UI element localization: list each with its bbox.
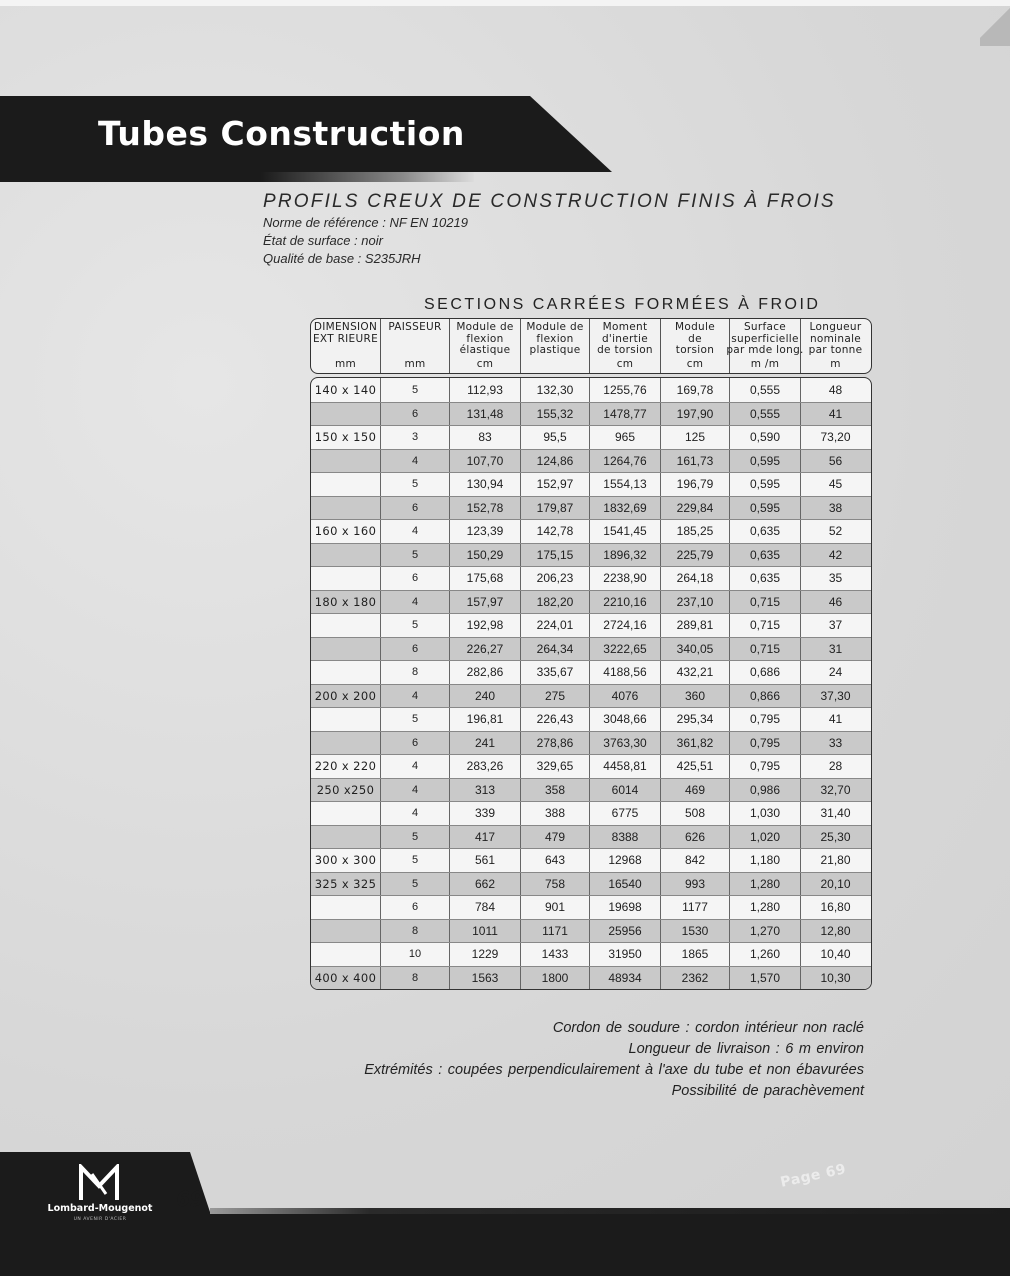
cell-dimension <box>311 826 381 849</box>
header-label: de torsion <box>597 344 653 356</box>
cell-thickness: 6 <box>381 567 450 590</box>
cell-dimension <box>311 497 381 520</box>
notes-block <box>364 1018 864 1102</box>
cell-thickness: 8 <box>381 920 450 943</box>
cell-plastic-modulus: 182,20 <box>521 591 590 614</box>
standard-reference: Norme de référence : NF EN 10219 <box>263 215 468 230</box>
cell-thickness: 8 <box>381 661 450 684</box>
cell-torsion-inertia: 48934 <box>590 967 661 990</box>
cell-nominal-length: 20,10 <box>820 876 851 891</box>
header-unit: mm <box>404 357 426 370</box>
cell-torsion-inertia: 6014 <box>590 779 661 802</box>
table-row <box>311 637 871 661</box>
cell-torsion-modulus: 842 <box>661 849 730 872</box>
cell-surface-area: 0,635 <box>730 544 801 567</box>
cell-thickness: 5 <box>381 378 450 402</box>
cell-dimension <box>311 661 381 684</box>
cell-torsion-modulus: 2362 <box>661 967 730 990</box>
surface-state: État de surface : noir <box>263 233 383 248</box>
cell-plastic-modulus: 175,15 <box>521 544 590 567</box>
cell-thickness: 4 <box>381 685 450 708</box>
cell-dimension <box>311 473 381 496</box>
cell-surface-area: 1,260 <box>730 943 801 966</box>
cell-torsion-modulus: 508 <box>661 802 730 825</box>
cell-plastic-modulus: 329,65 <box>521 755 590 778</box>
table-row <box>311 966 871 990</box>
cell-dimension: 200 x 200 <box>311 685 381 708</box>
cell-plastic-modulus: 264,34 <box>521 638 590 661</box>
cell-plastic-modulus: 132,30 <box>521 378 590 402</box>
cell-torsion-modulus: 289,81 <box>661 614 730 637</box>
cell-surface-area: 1,180 <box>730 849 801 872</box>
header-dimension <box>311 319 381 373</box>
cell-elastic-modulus: 123,39 <box>450 520 521 543</box>
note-length: Longueur de livraison : 6 m environ <box>628 1041 864 1057</box>
cell-torsion-modulus: 197,90 <box>661 403 730 426</box>
table-row <box>311 449 871 473</box>
cell-thickness: 5 <box>381 544 450 567</box>
company-tagline: UN AVENIR D'ACIER <box>73 1217 127 1222</box>
cell-surface-area: 0,795 <box>730 755 801 778</box>
cell-plastic-modulus: 1433 <box>521 943 590 966</box>
cell-nominal-length: 46 <box>828 594 843 609</box>
header-label: DIMENSION <box>313 321 378 333</box>
cell-thickness: 5 <box>381 873 450 896</box>
cell-nominal-length: 73,20 <box>820 430 851 445</box>
cell-nominal-length: 31,40 <box>820 806 851 821</box>
cell-dimension <box>311 920 381 943</box>
cell-surface-area: 0,795 <box>730 708 801 731</box>
cell-plastic-modulus: 388 <box>521 802 590 825</box>
header-label: élastique <box>459 344 511 356</box>
cell-dimension <box>311 896 381 919</box>
table-row <box>311 472 871 496</box>
cell-torsion-modulus: 185,25 <box>661 520 730 543</box>
cell-torsion-modulus: 161,73 <box>661 450 730 473</box>
cell-nominal-length: 37 <box>828 618 843 633</box>
cell-elastic-modulus: 131,48 <box>450 403 521 426</box>
cell-dimension: 150 x 150 <box>311 426 381 449</box>
cell-thickness: 4 <box>381 779 450 802</box>
table-row <box>311 613 871 637</box>
cell-surface-area: 0,555 <box>730 378 801 402</box>
cell-elastic-modulus: 1229 <box>450 943 521 966</box>
cell-dimension: 400 x 400 <box>311 967 381 990</box>
cell-plastic-modulus: 758 <box>521 873 590 896</box>
cell-nominal-length: 28 <box>828 759 843 774</box>
table-row <box>311 754 871 778</box>
cell-surface-area: 0,595 <box>730 450 801 473</box>
cell-torsion-inertia: 3763,30 <box>590 732 661 755</box>
cell-plastic-modulus: 479 <box>521 826 590 849</box>
cell-surface-area: 0,715 <box>730 638 801 661</box>
cell-plastic-modulus: 142,78 <box>521 520 590 543</box>
header-thickness <box>381 319 450 373</box>
cell-elastic-modulus: 112,93 <box>450 378 521 402</box>
cell-torsion-inertia: 2724,16 <box>590 614 661 637</box>
cell-dimension: 325 x 325 <box>311 873 381 896</box>
cell-surface-area: 1,030 <box>730 802 801 825</box>
cell-thickness: 4 <box>381 520 450 543</box>
cell-torsion-modulus: 993 <box>661 873 730 896</box>
footer-stripe <box>210 1208 1010 1214</box>
cell-thickness: 4 <box>381 450 450 473</box>
table-row <box>311 942 871 966</box>
cell-nominal-length: 12,80 <box>820 923 851 938</box>
note-ends: Extrémités : coupées perpendiculairement à l'axe du tube et non ébavurées <box>364 1062 864 1078</box>
header-torsion-inertia <box>590 319 661 373</box>
cell-dimension: 160 x 160 <box>311 520 381 543</box>
table-row <box>311 543 871 567</box>
cell-surface-area: 0,795 <box>730 732 801 755</box>
cell-surface-area: 1,270 <box>730 920 801 943</box>
cell-surface-area: 0,686 <box>730 661 801 684</box>
cell-torsion-modulus: 125 <box>661 426 730 449</box>
cell-torsion-modulus: 295,34 <box>661 708 730 731</box>
cell-plastic-modulus: 179,87 <box>521 497 590 520</box>
table-row <box>311 872 871 896</box>
cell-thickness: 5 <box>381 473 450 496</box>
cell-elastic-modulus: 662 <box>450 873 521 896</box>
cell-nominal-length: 42 <box>828 547 843 562</box>
cell-nominal-length: 35 <box>828 571 843 586</box>
header-nominal-length <box>801 319 870 373</box>
cell-thickness: 8 <box>381 967 450 990</box>
cell-dimension <box>311 638 381 661</box>
cell-elastic-modulus: 226,27 <box>450 638 521 661</box>
header-label: Longueur <box>809 321 862 333</box>
cell-torsion-modulus: 169,78 <box>661 378 730 402</box>
cell-torsion-inertia: 2238,90 <box>590 567 661 590</box>
table-header <box>310 318 872 374</box>
cell-thickness: 10 <box>381 943 450 966</box>
cell-nominal-length: 41 <box>828 406 843 421</box>
cell-surface-area: 0,866 <box>730 685 801 708</box>
cell-thickness: 5 <box>381 849 450 872</box>
cell-elastic-modulus: 175,68 <box>450 567 521 590</box>
header-label: Module de <box>456 321 514 333</box>
cell-nominal-length: 24 <box>828 665 843 680</box>
cell-nominal-length: 48 <box>828 382 843 397</box>
cell-nominal-length: 10,40 <box>820 947 851 962</box>
cell-torsion-inertia: 965 <box>590 426 661 449</box>
cell-torsion-modulus: 264,18 <box>661 567 730 590</box>
header-unit: mm <box>334 357 357 370</box>
header-label: d'inertie <box>601 332 649 345</box>
table-row <box>311 496 871 520</box>
header-label: Module <box>675 321 715 333</box>
page-watermark: Page 69 <box>779 1161 848 1191</box>
table-row <box>311 590 871 614</box>
cell-surface-area: 0,590 <box>730 426 801 449</box>
cell-elastic-modulus: 1011 <box>450 920 521 943</box>
cell-nominal-length: 31 <box>828 641 843 656</box>
cell-torsion-modulus: 1530 <box>661 920 730 943</box>
cell-nominal-length: 21,80 <box>820 853 851 868</box>
cell-elastic-modulus: 313 <box>450 779 521 802</box>
cell-surface-area: 0,635 <box>730 520 801 543</box>
cell-dimension <box>311 567 381 590</box>
cell-elastic-modulus: 107,70 <box>450 450 521 473</box>
header-label: flexion <box>466 332 504 345</box>
cell-plastic-modulus: 95,5 <box>521 426 590 449</box>
cell-thickness: 6 <box>381 732 450 755</box>
cell-dimension: 300 x 300 <box>311 849 381 872</box>
cell-elastic-modulus: 339 <box>450 802 521 825</box>
cell-nominal-length: 41 <box>828 712 843 727</box>
cell-surface-area: 1,280 <box>730 873 801 896</box>
header-unit: cm <box>476 357 494 370</box>
cell-torsion-inertia: 1264,76 <box>590 450 661 473</box>
cell-torsion-inertia: 1255,76 <box>590 378 661 402</box>
cell-torsion-inertia: 1554,13 <box>590 473 661 496</box>
header-label: par mde long. <box>726 344 804 356</box>
cell-torsion-modulus: 237,10 <box>661 591 730 614</box>
cell-torsion-inertia: 1478,77 <box>590 403 661 426</box>
cell-nominal-length: 16,80 <box>820 900 851 915</box>
cell-elastic-modulus: 282,86 <box>450 661 521 684</box>
cell-nominal-length: 56 <box>828 453 843 468</box>
header-unit: cm <box>686 357 704 370</box>
header-torsion-modulus <box>661 319 730 373</box>
cell-nominal-length: 52 <box>828 524 843 539</box>
cell-surface-area: 1,280 <box>730 896 801 919</box>
corner-accent <box>980 6 1010 46</box>
cell-nominal-length: 32,70 <box>820 782 851 797</box>
header-label: de <box>688 332 702 345</box>
header-label: superficielle <box>731 332 799 345</box>
cell-nominal-length: 10,30 <box>820 970 851 985</box>
cell-elastic-modulus: 561 <box>450 849 521 872</box>
intro-block <box>263 190 863 268</box>
cell-torsion-inertia: 3222,65 <box>590 638 661 661</box>
cell-nominal-length: 25,30 <box>820 829 851 844</box>
cell-elastic-modulus: 241 <box>450 732 521 755</box>
cell-plastic-modulus: 1800 <box>521 967 590 990</box>
top-stripe <box>0 0 1010 6</box>
page-title: Tubes Construction <box>98 114 465 153</box>
header-label: Moment <box>602 321 648 333</box>
cell-torsion-inertia: 3048,66 <box>590 708 661 731</box>
cell-torsion-modulus: 361,82 <box>661 732 730 755</box>
cell-plastic-modulus: 275 <box>521 685 590 708</box>
intro-heading: PROFILS CREUX DE CONSTRUCTION FINIS À FROIS <box>263 191 836 212</box>
cell-plastic-modulus: 278,86 <box>521 732 590 755</box>
header-unit: cm <box>616 357 634 370</box>
page-number: 69 <box>176 1187 204 1211</box>
cell-plastic-modulus: 152,97 <box>521 473 590 496</box>
cell-torsion-modulus: 1177 <box>661 896 730 919</box>
cell-plastic-modulus: 226,43 <box>521 708 590 731</box>
table-row <box>311 425 871 449</box>
cell-torsion-inertia: 1541,45 <box>590 520 661 543</box>
cell-dimension: 140 x 140 <box>311 378 381 402</box>
cell-thickness: 5 <box>381 614 450 637</box>
cell-elastic-modulus: 417 <box>450 826 521 849</box>
table-row <box>311 378 871 402</box>
cell-dimension <box>311 614 381 637</box>
cell-thickness: 6 <box>381 403 450 426</box>
cell-torsion-modulus: 425,51 <box>661 755 730 778</box>
header-label: nominale <box>809 332 862 345</box>
cell-nominal-length: 33 <box>828 735 843 750</box>
table-row <box>311 519 871 543</box>
company-name: Lombard-Mougenot <box>47 1203 153 1214</box>
cell-dimension <box>311 732 381 755</box>
table-body <box>310 377 872 990</box>
table-row <box>311 778 871 802</box>
cell-elastic-modulus: 157,97 <box>450 591 521 614</box>
cell-surface-area: 0,555 <box>730 403 801 426</box>
cell-surface-area: 0,595 <box>730 473 801 496</box>
cell-dimension: 250 x250 <box>311 779 381 802</box>
cell-thickness: 6 <box>381 497 450 520</box>
banner-underline <box>0 172 474 182</box>
header-label: par tonne <box>808 344 863 356</box>
cell-torsion-inertia: 31950 <box>590 943 661 966</box>
table-row <box>311 731 871 755</box>
cell-plastic-modulus: 224,01 <box>521 614 590 637</box>
cell-torsion-modulus: 469 <box>661 779 730 802</box>
cell-nominal-length: 45 <box>828 477 843 492</box>
header-unit: m /m <box>750 357 780 370</box>
cell-elastic-modulus: 83 <box>450 426 521 449</box>
cell-surface-area: 0,715 <box>730 614 801 637</box>
cell-torsion-inertia: 12968 <box>590 849 661 872</box>
header-label: Surface <box>743 321 787 333</box>
cell-surface-area: 0,595 <box>730 497 801 520</box>
header-label: Module de <box>526 321 584 333</box>
cell-thickness: 5 <box>381 826 450 849</box>
header-label: PAISSEUR <box>388 321 442 333</box>
header-elastic-modulus <box>450 319 521 373</box>
cell-torsion-modulus: 196,79 <box>661 473 730 496</box>
cell-torsion-modulus: 340,05 <box>661 638 730 661</box>
header-label: plastique <box>529 344 581 356</box>
cell-thickness: 4 <box>381 802 450 825</box>
cell-nominal-length: 38 <box>828 500 843 515</box>
table-row <box>311 566 871 590</box>
cell-thickness: 4 <box>381 591 450 614</box>
cell-surface-area: 1,020 <box>730 826 801 849</box>
cell-elastic-modulus: 150,29 <box>450 544 521 567</box>
cell-plastic-modulus: 643 <box>521 849 590 872</box>
cell-torsion-inertia: 2210,16 <box>590 591 661 614</box>
cell-elastic-modulus: 240 <box>450 685 521 708</box>
header-surface-area <box>726 319 804 373</box>
cell-surface-area: 0,715 <box>730 591 801 614</box>
cell-torsion-inertia: 1832,69 <box>590 497 661 520</box>
section-heading: SECTIONS CARRÉES FORMÉES À FROID <box>424 296 821 313</box>
table-row <box>311 825 871 849</box>
header-label: EXT RIEURE <box>312 332 379 345</box>
cell-torsion-modulus: 229,84 <box>661 497 730 520</box>
cell-torsion-inertia: 8388 <box>590 826 661 849</box>
cell-torsion-modulus: 225,79 <box>661 544 730 567</box>
header-plastic-modulus <box>521 319 590 373</box>
table-row <box>311 402 871 426</box>
cell-elastic-modulus: 1563 <box>450 967 521 990</box>
cell-plastic-modulus: 124,86 <box>521 450 590 473</box>
cell-thickness: 3 <box>381 426 450 449</box>
table-row <box>311 919 871 943</box>
cell-dimension: 220 x 220 <box>311 755 381 778</box>
cell-plastic-modulus: 358 <box>521 779 590 802</box>
cell-thickness: 4 <box>381 755 450 778</box>
cell-torsion-inertia: 1896,32 <box>590 544 661 567</box>
cell-elastic-modulus: 283,26 <box>450 755 521 778</box>
cell-nominal-length: 37,30 <box>820 688 851 703</box>
cell-torsion-inertia: 4076 <box>590 685 661 708</box>
cell-plastic-modulus: 1171 <box>521 920 590 943</box>
table-row <box>311 848 871 872</box>
cell-torsion-inertia: 4188,56 <box>590 661 661 684</box>
table-row <box>311 895 871 919</box>
cell-dimension <box>311 943 381 966</box>
cell-plastic-modulus: 335,67 <box>521 661 590 684</box>
cell-torsion-inertia: 16540 <box>590 873 661 896</box>
header-label: flexion <box>536 332 574 345</box>
cell-elastic-modulus: 192,98 <box>450 614 521 637</box>
company-logo-icon <box>78 1164 120 1202</box>
table-row <box>311 801 871 825</box>
cell-torsion-inertia: 25956 <box>590 920 661 943</box>
cell-thickness: 6 <box>381 896 450 919</box>
cell-thickness: 6 <box>381 638 450 661</box>
cell-torsion-modulus: 432,21 <box>661 661 730 684</box>
cell-thickness: 5 <box>381 708 450 731</box>
cell-torsion-inertia: 19698 <box>590 896 661 919</box>
base-grade: Qualité de base : S235JRH <box>263 251 421 266</box>
cell-elastic-modulus: 784 <box>450 896 521 919</box>
profiles-table <box>310 318 872 990</box>
cell-torsion-inertia: 6775 <box>590 802 661 825</box>
cell-dimension <box>311 802 381 825</box>
cell-plastic-modulus: 155,32 <box>521 403 590 426</box>
header-unit: m <box>830 357 841 370</box>
table-row <box>311 684 871 708</box>
cell-surface-area: 1,570 <box>730 967 801 990</box>
cell-surface-area: 0,986 <box>730 779 801 802</box>
cell-elastic-modulus: 130,94 <box>450 473 521 496</box>
cell-dimension <box>311 544 381 567</box>
cell-torsion-modulus: 360 <box>661 685 730 708</box>
cell-torsion-modulus: 1865 <box>661 943 730 966</box>
cell-dimension <box>311 403 381 426</box>
cell-elastic-modulus: 196,81 <box>450 708 521 731</box>
cell-torsion-inertia: 4458,81 <box>590 755 661 778</box>
note-weld: Cordon de soudure : cordon intérieur non raclé <box>552 1020 864 1036</box>
cell-torsion-modulus: 626 <box>661 826 730 849</box>
cell-dimension <box>311 708 381 731</box>
cell-plastic-modulus: 901 <box>521 896 590 919</box>
cell-elastic-modulus: 152,78 <box>450 497 521 520</box>
cell-dimension: 180 x 180 <box>311 591 381 614</box>
note-finishing: Possibilité de parachèvement <box>671 1083 864 1099</box>
header-label: torsion <box>675 344 715 356</box>
cell-dimension <box>311 450 381 473</box>
cell-surface-area: 0,635 <box>730 567 801 590</box>
table-row <box>311 707 871 731</box>
cell-plastic-modulus: 206,23 <box>521 567 590 590</box>
table-row <box>311 660 871 684</box>
